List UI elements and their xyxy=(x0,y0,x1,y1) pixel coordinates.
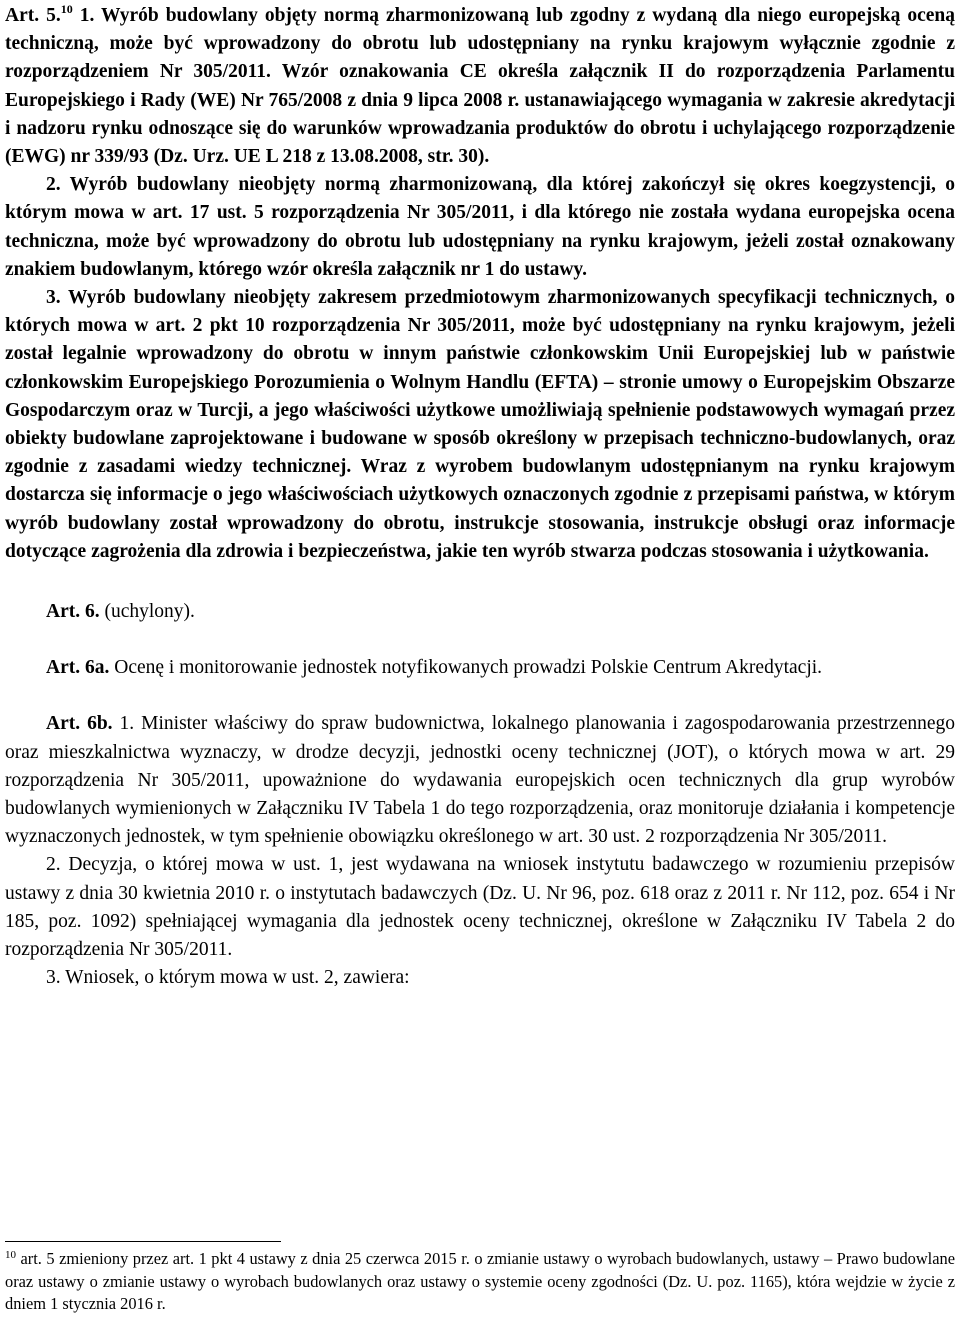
art5-heading: Art. 5. xyxy=(5,5,61,26)
footnote-reference[interactable]: 10 xyxy=(60,2,73,16)
art6b-paragraph-2: 2. Decyzja, o której mowa w ust. 1, jest wydawana na wniosek instytutu badawczego w rozumieniu przepisów ustawy z dnia 30 kwietnia 2010 r. o instytutach badawczych (Dz. U. Nr 96, poz. 618 oraz z 2011 r. Nr 112, poz. 654 i Nr 185, poz. 1092) spełniającej wymagania dla jednostek oceny technicznej, określone w Załączniku IV Tabela 2 do rozporządzenia Nr 305/2011. xyxy=(5,854,955,961)
art6-heading: Art. 6. xyxy=(46,601,100,623)
footnote-divider xyxy=(5,1241,281,1242)
art5-paragraph-3: 3. Wyrób budowlany nieobjęty zakresem przedmiotowym zharmonizowanych specyfikacji technicznych, o których mowa w art. 2 pkt 10 rozporządzenia Nr 305/2011, może być udostępniany na rynku krajowym, jeżeli został legalnie wprowadzony do obrotu w innym państwie członkowskim Unii Europejskiej lub w państwie członkowskim Europejskiego Porozumienia o Wolnym Handlu (EFTA) – stronie umowy o Europejskim Obszarze Gospodarczym oraz w Turcji, a jego właściwości użytkowe umożliwiają spełnienie podstawowych wymagań przez obiekty budowlane zaprojektowane i budowane w sposób określony w przepisach techniczno-budowlanych, oraz zgodnie z zasadami wiedzy technicznej. Wraz z wyrobem budowlanym udostępnianym na rynku krajowym dostarcza się informacje o jego właściwościach użytkowych oznaczonych zgodnie z przepisami państwa, w którym wyrób budowlany został wprowadzony do obrotu, instrukcje stosowania, instrukcje obsługi oraz informacje dotyczące zagrożenia dla zdrowia i bezpieczeństwa, jakie ten wyrób stwarza podczas stosowania i użytkowania. xyxy=(5,287,955,562)
art6-paragraph xyxy=(5,598,955,626)
footnote-number: 10 xyxy=(5,1249,16,1261)
art6b-paragraph-3: 3. Wniosek, o którym mowa w ust. 2, zawiera: xyxy=(46,967,410,989)
art6a-text: Ocenę i monitorowanie jednostek notyfikowanych prowadzi Polskie Centrum Akredytacji. xyxy=(114,657,823,679)
art6b-p1-number: 1. xyxy=(119,713,135,735)
art6b-p1-text: Minister właściwy do spraw budownictwa, lokalnego planowania i zagospodarowania przestrzennego oraz mieszkalnictwa wyznaczy, w drodze decyzji, jednostki oceny technicznej (JOT), o których mowa w art. 29 rozporządzenia Nr 305/2011, upoważnione do wydawania europejskich ocen technicznych dla grup wyrobów budowlanych wymienionych w Załączniku IV Tabela 1 do tego rozporządzenia, oraz monitoruje działania i kompetencje wyznaczonych jednostek, w tym spełnienie obowiązku określonego w art. 30 ust. 2 rozporządzenia Nr 305/2011. xyxy=(5,713,956,848)
art5-paragraph-1 xyxy=(5,2,955,171)
art6b-heading: Art. 6b. xyxy=(46,713,113,735)
art5-p1-number: 1. xyxy=(79,5,95,26)
footnote-text: art. 5 zmieniony przez art. 1 pkt 4 ustawy z dnia 25 czerwca 2015 r. o zmianie ustawy o wyrobach budowlanych, ustawy – Prawo budowlane oraz ustawy o zmianie ustawy o wyrobach budowlanych oraz ustawy o systemie oceny zgodności (Dz. U. poz. 1165), która wejdzie w życie z dniem 1 stycznia 2016 r. xyxy=(5,1249,955,1314)
art6-text: (uchylony). xyxy=(104,601,195,623)
art5-section xyxy=(5,2,955,566)
art6a-paragraph xyxy=(5,654,955,682)
art5-p1-text: Wyrób budowlany objęty normą zharmonizowaną lub zgodny z wydaną dla niego europejską oceną techniczną, może być wprowadzony do obrotu lub udostępniany na rynku krajowym wyłącznie zgodnie z rozporządzeniem Nr 305/2011. Wzór oznakowania CE określa załącznik II do rozporządzenia Parlamentu Europejskiego i Rady (WE) Nr 765/2008 z dnia 9 lipca 2008 r. ustanawiającego wymagania w zakresie akredytacji i nadzoru rynku odnoszące się do warunków wprowadzania produktów do obrotu i uchylającego rozporządzenie (EWG) nr 339/93 (Dz. Urz. UE L 218 z 13.08.2008, str. 30). xyxy=(5,5,956,168)
art5-paragraph-2: 2. Wyrób budowlany nieobjęty normą zharmonizowaną, dla której zakończył się okres koegzystencji, o którym mowa w art. 17 ust. 5 rozporządzenia Nr 305/2011, i dla którego nie została wydana europejska ocena techniczna, może być wprowadzony do obrotu lub udostępniany na rynku krajowym, jeżeli został oznakowany znakiem budowlanym, którego wzór określa załącznik nr 1 do ustawy. xyxy=(5,174,955,280)
art6a-heading: Art. 6a. xyxy=(46,657,110,679)
footnote xyxy=(5,1248,955,1316)
art6b-paragraph-1 xyxy=(5,710,955,851)
